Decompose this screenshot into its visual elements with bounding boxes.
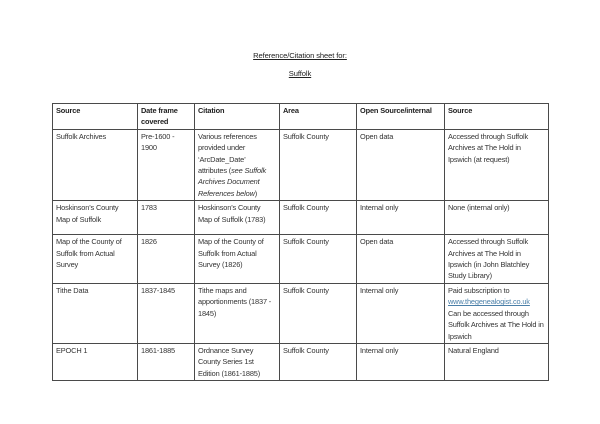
cell-access-source: Accessed through Suffolk Archives at The Hold in Ipswich (in John Blatchley Study Library): [445, 235, 549, 284]
cell-date-frame: 1826: [138, 235, 195, 284]
table-header-row: [53, 104, 549, 130]
cell-access-source: None (internal only): [445, 201, 549, 235]
header-source: Source: [53, 104, 138, 130]
citation-end: ): [254, 188, 258, 198]
cell-date-frame: Pre-1600 - 1900: [138, 129, 195, 200]
access-source-text: Paid subscription to: [448, 285, 510, 295]
cell-source: Map of the County of Suffolk from Actual Survey: [53, 235, 138, 284]
table-row: [53, 343, 549, 380]
cell-open-internal: Open data: [357, 129, 445, 200]
cell-citation: Tithe maps and apportionments (1837 - 1845): [195, 283, 280, 343]
cell-access-source: Accessed through Suffolk Archives at The Hold in Ipswich (at request): [445, 129, 549, 200]
document-title: Reference/Citation sheet for:: [253, 51, 347, 60]
reference-table: [52, 103, 549, 381]
cell-area: Suffolk County: [280, 129, 357, 200]
cell-citation: [195, 129, 280, 200]
genealogist-link[interactable]: www.thegenealogist.co.uk: [448, 297, 530, 307]
access-source-note: Can be accessed through Suffolk Archives at The Hold in Ipswich: [448, 308, 544, 341]
cell-source: EPOCH 1: [53, 343, 138, 380]
cell-date-frame: 1861-1885: [138, 343, 195, 380]
header-area: Area: [280, 104, 357, 130]
cell-open-internal: Internal only: [357, 201, 445, 235]
table-row: [53, 201, 549, 235]
cell-source: Hoskinson’s County Map of Suffolk: [53, 201, 138, 235]
cell-area: Suffolk County: [280, 235, 357, 284]
cell-open-internal: Internal only: [357, 283, 445, 343]
cell-area: Suffolk County: [280, 201, 357, 235]
cell-source: Suffolk Archives: [53, 129, 138, 200]
header-date-frame: Date frame covered: [138, 104, 195, 130]
cell-date-frame: 1837-1845: [138, 283, 195, 343]
table-row: [53, 283, 549, 343]
cell-area: Suffolk County: [280, 343, 357, 380]
cell-access-source: Natural England: [445, 343, 549, 380]
header-access-source: Source: [445, 104, 549, 130]
cell-access-source: [445, 283, 549, 343]
table-row: [53, 235, 549, 284]
document-subtitle: Suffolk: [288, 69, 312, 78]
header-citation: Citation: [195, 104, 280, 130]
cell-citation: Ordnance Survey County Series 1st Edition (1861-1885): [195, 343, 280, 380]
cell-area: Suffolk County: [280, 283, 357, 343]
cell-open-internal: Internal only: [357, 343, 445, 380]
cell-open-internal: Open data: [357, 235, 445, 284]
cell-citation: Map of the County of Suffolk from Actual Survey (1826): [195, 235, 280, 284]
citation-italic-text: see Suffolk Archives Document References below: [198, 166, 267, 198]
citation-text: Various references provided under ‘ArcDate_Date’ attributes (: [198, 131, 257, 176]
cell-date-frame: 1783: [138, 201, 195, 235]
cell-source: Tithe Data: [53, 283, 138, 343]
cell-citation: Hoskinson’s County Map of Suffolk (1783): [195, 201, 280, 235]
header-open-internal: Open Source/internal: [357, 104, 445, 130]
table-row: [53, 129, 549, 200]
